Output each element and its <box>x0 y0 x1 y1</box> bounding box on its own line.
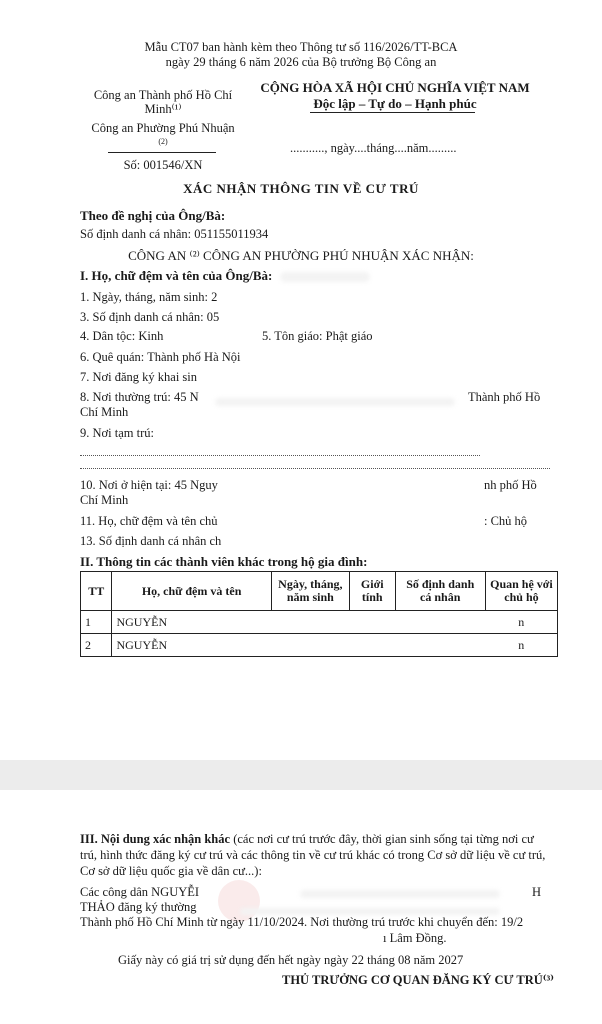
field-ethnicity: 4. Dân tộc: Kinh <box>80 329 164 343</box>
request-label: Theo đề nghị của Ông/Bà: <box>80 208 226 223</box>
column-header: Giới tính <box>349 572 395 611</box>
section3-desc-3: Cơ sở dữ liệu quốc gia về dân cư...): <box>80 864 262 878</box>
redaction-blur <box>280 272 370 282</box>
motto-rule <box>310 112 475 113</box>
field-id-number: 3. Số định danh cá nhân: 05 <box>80 310 220 324</box>
household-members-table <box>80 571 558 657</box>
section3-heading: III. Nội dung xác nhận khác <box>80 832 231 846</box>
document-page-2 <box>0 790 602 1024</box>
field-birth-registration: 7. Nơi đăng ký khai sin <box>80 370 198 384</box>
column-header: Ngày, tháng, năm sinh <box>271 572 349 611</box>
section1-heading: I. Họ, chữ đệm và tên của Ông/Bà: <box>80 268 273 283</box>
redaction-blur <box>215 398 455 406</box>
cell-sex <box>349 634 395 657</box>
motto: Độc lập – Tự do – Hạnh phúc <box>313 96 477 111</box>
section3-body-3: Thành phố Hồ Chí Minh từ ngày 11/10/2024. Nơi thường trú trước khi chuyển đến: 19/2 <box>80 915 524 929</box>
section3-body-2: THẢO đăng ký thường <box>80 900 197 914</box>
cell-relation: n <box>485 634 557 657</box>
cell-name: NGUYỄN <box>112 611 271 634</box>
cell-tt: 1 <box>81 611 112 634</box>
field-permanent-address: 8. Nơi thường trú: 45 N <box>80 390 199 404</box>
agency-line1: Công an Thành phố Hồ Chí <box>93 88 233 102</box>
field-current-city: nh phố Hồ <box>484 478 537 492</box>
ward-name: Công an Phường Phú Nhuận <box>91 121 235 135</box>
section3-body-1: Các công dân NGUYỄI <box>80 885 200 899</box>
section3-paragraph-line1 <box>80 832 534 847</box>
cell-tt: 2 <box>81 634 112 657</box>
dotted-line <box>80 468 550 469</box>
section3-desc-2: trú, hình thức đăng ký cư trú và các thông tin về cư trú khác có trong Cơ sở dữ liệu về cư trú, <box>80 848 546 862</box>
doc-number: Số: 001546/XN <box>123 158 203 172</box>
column-header: TT <box>81 572 112 611</box>
field-temporary-address: 9. Nơi tạm trú: <box>80 426 154 440</box>
table-row <box>81 611 558 634</box>
cell-relation: n <box>485 611 557 634</box>
cell-name: NGUYỄN <box>112 634 271 657</box>
field-religion: 5. Tôn giáo: Phật giáo <box>262 329 373 343</box>
cell-id <box>395 611 485 634</box>
nation-title: CỘNG HÒA XÃ HỘI CHỦ NGHĨA VIỆT NAM <box>260 80 530 95</box>
cell-sex <box>349 611 395 634</box>
cell-id <box>395 634 485 657</box>
validity-statement: Giấy này có giá trị sử dụng đến hết ngày ngày 22 tháng 08 năm 2027 <box>118 953 464 967</box>
request-id: Số định danh cá nhân: 051155011934 <box>80 227 269 241</box>
field-hometown: 6. Quê quán: Thành phố Hà Nội <box>80 350 241 364</box>
cell-dob <box>271 634 349 657</box>
confirm-heading: CÔNG AN ⁽²⁾ CÔNG AN PHƯỜNG PHÚ NHUẬN XÁC NHẬN: <box>128 248 474 263</box>
field-household-head-role: : Chủ hộ <box>484 514 528 528</box>
column-header: Họ, chữ đệm và tên <box>112 572 271 611</box>
table-header-row <box>81 572 558 611</box>
redaction-blur <box>300 890 500 898</box>
table-row <box>81 634 558 657</box>
field-dob: 1. Ngày, tháng, năm sinh: 2 <box>80 290 218 304</box>
left-header-rule <box>108 152 216 153</box>
ward-note: (2) <box>158 137 168 146</box>
field-permanent-city-cont: Chí Minh <box>80 405 129 419</box>
section3-body-1b: H <box>532 885 542 899</box>
form-header-line1: Mẫu CT07 ban hành kèm theo Thông tư số 116/2026/TT-BCA <box>144 40 458 54</box>
field-permanent-city: Thành phố Hồ <box>468 390 541 404</box>
section3-body-4: ı Lâm Đồng. <box>383 931 447 945</box>
field-household-head-id: 13. Số định danh cá nhân ch <box>80 534 222 548</box>
cell-dob <box>271 611 349 634</box>
field-current-city-cont: Chí Minh <box>80 493 129 507</box>
section3-desc-1: (các nơi cư trú trước đây, thời gian sinh sống tại từng nơi cư <box>230 832 534 846</box>
field-household-head-name: 11. Họ, chữ đệm và tên chủ <box>80 514 218 528</box>
signature-title: THỦ TRƯỞNG CƠ QUAN ĐĂNG KÝ CƯ TRÚ⁽³⁾ <box>282 973 554 987</box>
column-header: Số định danh cá nhân <box>395 572 485 611</box>
agency-line2: Minh⁽¹⁾ <box>144 102 182 116</box>
section2-heading: II. Thông tin các thành viên khác trong hộ gia đình: <box>80 554 368 569</box>
date-line: ..........., ngày....tháng....năm......... <box>290 141 457 155</box>
form-header-line2: ngày 29 tháng 6 năm 2026 của Bộ trưởng Bộ Công an <box>165 55 437 69</box>
document-title: XÁC NHẬN THÔNG TIN VỀ CƯ TRÚ <box>183 181 419 196</box>
field-current-address: 10. Nơi ở hiện tại: 45 Nguy <box>80 478 218 492</box>
column-header: Quan hệ với chủ hộ <box>485 572 557 611</box>
redaction-blur <box>240 908 500 915</box>
dotted-line <box>80 455 480 456</box>
